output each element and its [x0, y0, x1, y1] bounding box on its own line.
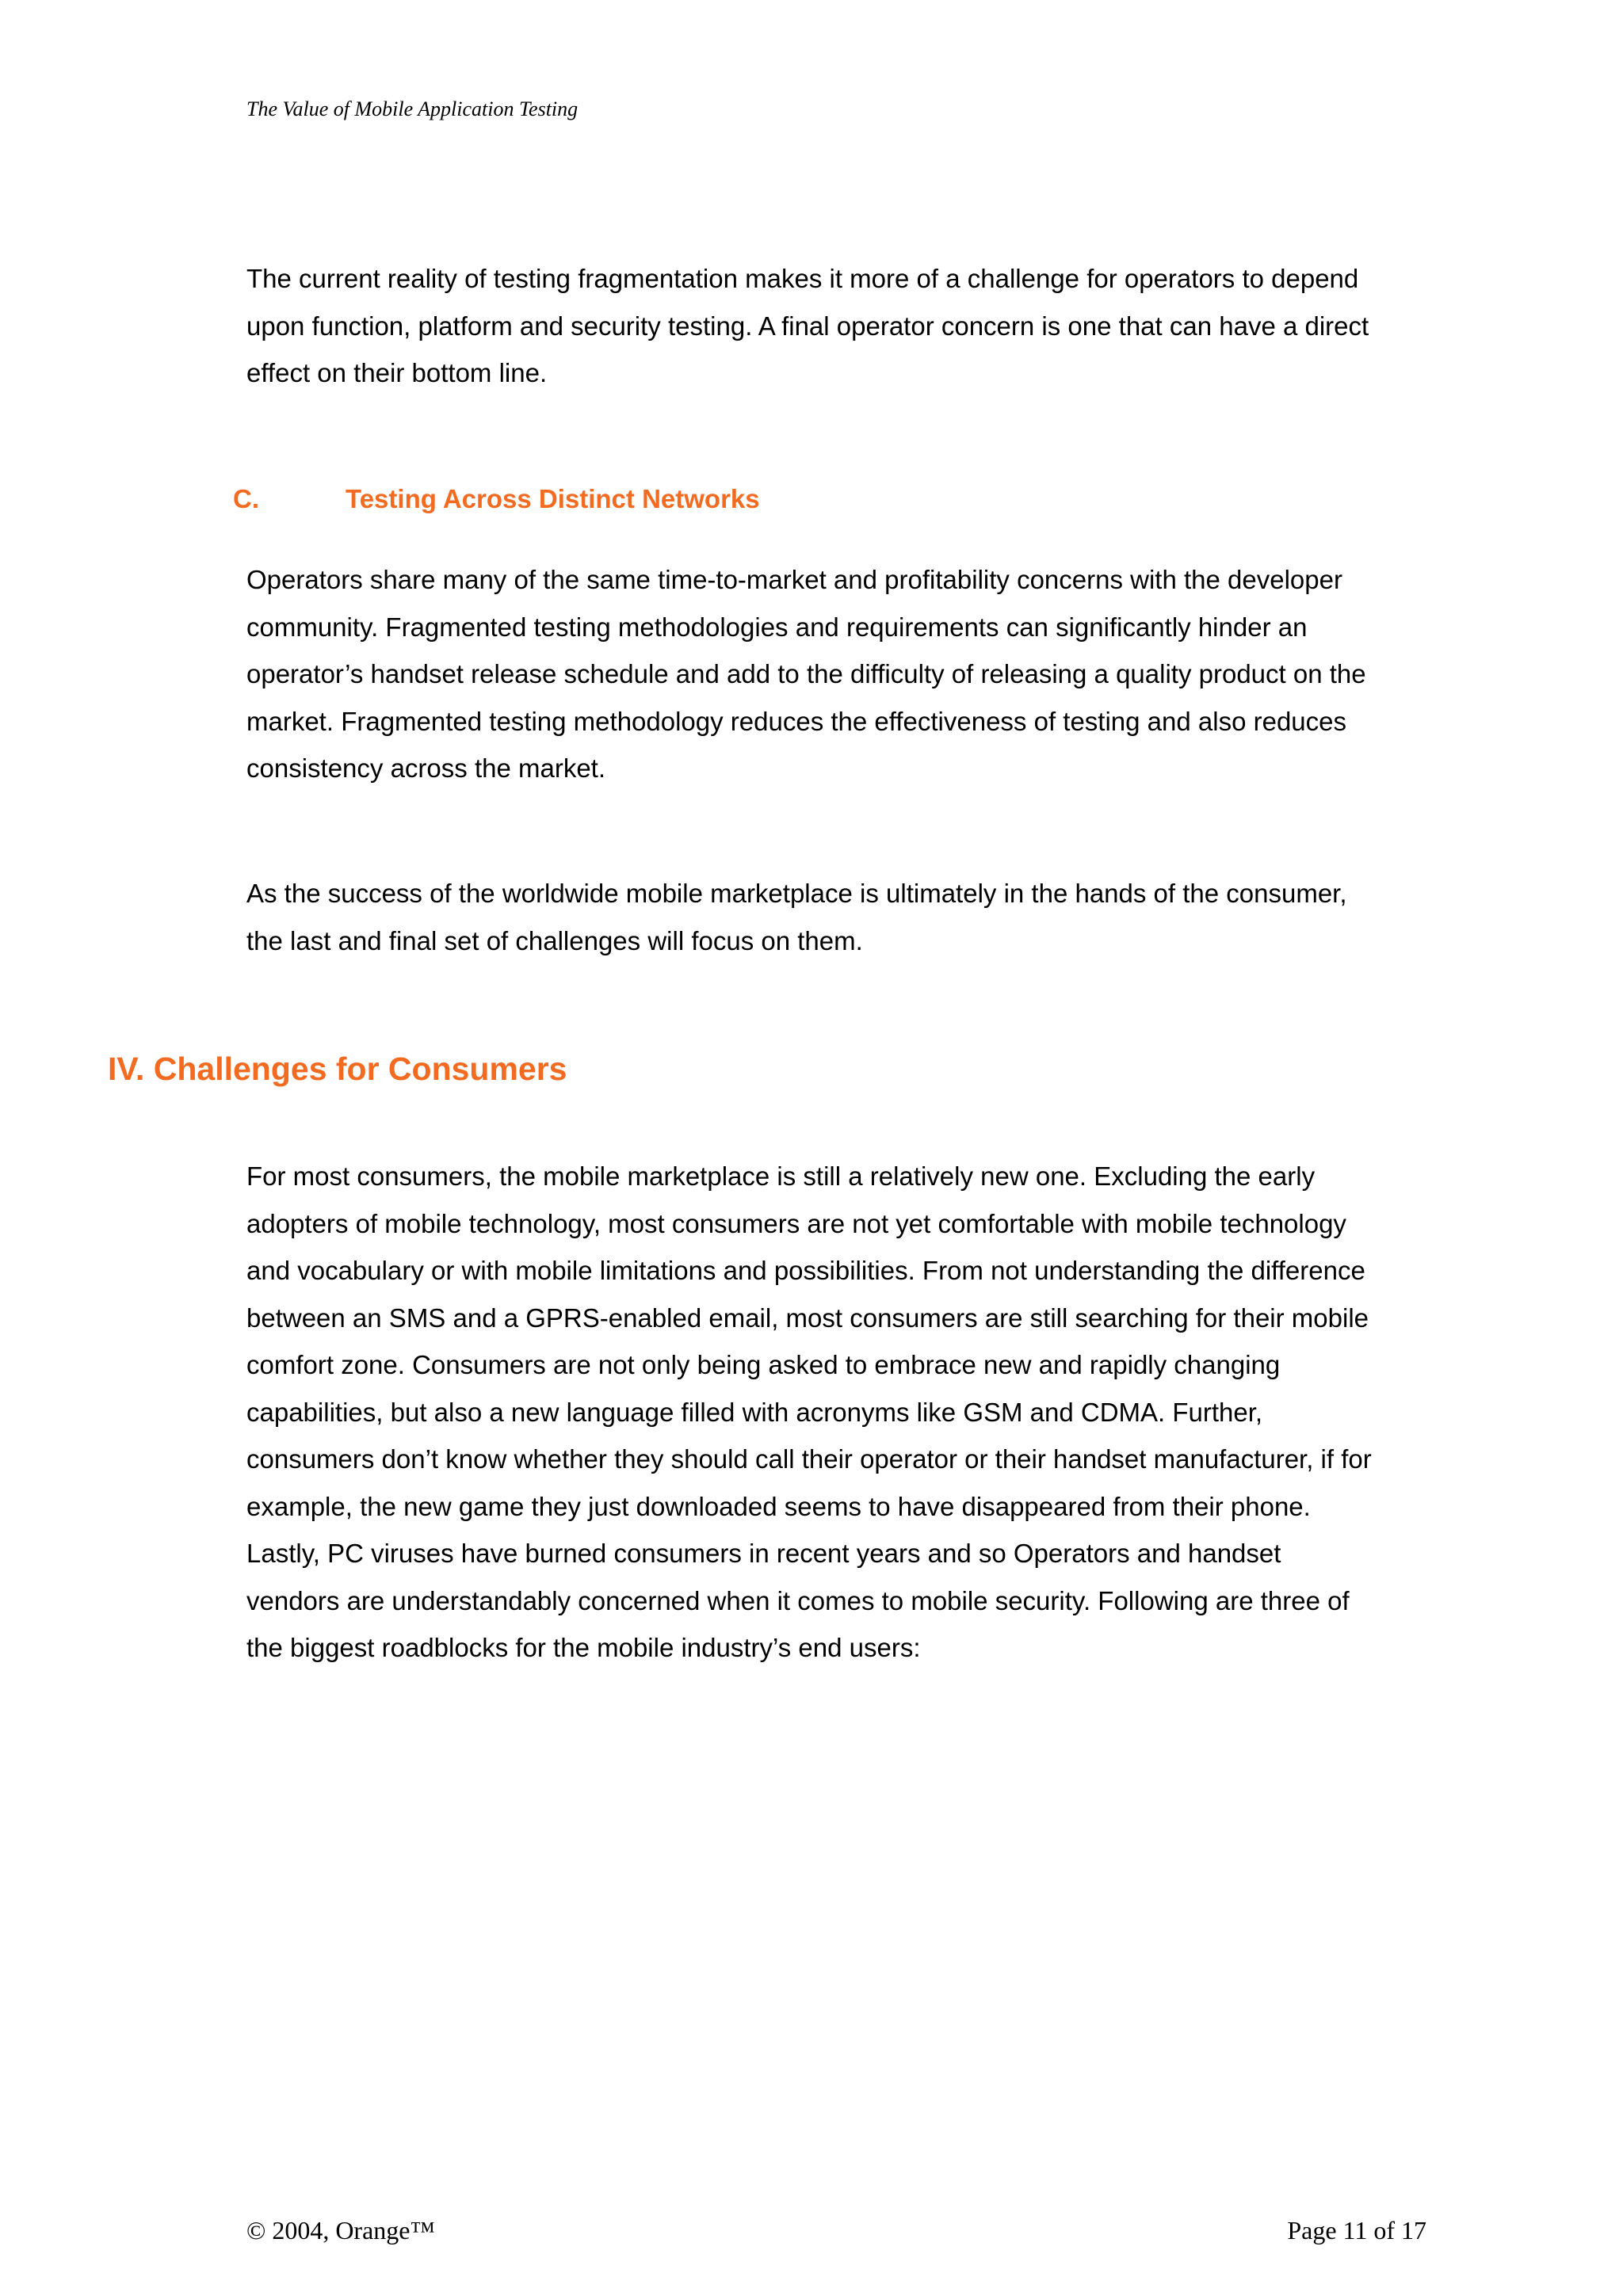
subsection-heading [233, 483, 760, 515]
subsection-title: Testing Across Distinct Networks [346, 484, 760, 513]
body-paragraph: The current reality of testing fragmentation makes it more of a challenge for operators to depend upon function, platform and security testing. A final operator concern is one that can have a direct effect on their bottom line. [246, 264, 1369, 387]
body-paragraph: Operators share many of the same time-to-market and profitability concerns with the developer community. Fragmented testing methodologies and requirements can significantly hinder an operator’s handset release schedule and add to the difficulty of releasing a quality product on the market. Fragmented testing methodology reduces the effectiveness of testing and also reduces consistency across the market. [246, 565, 1366, 783]
body-paragraph: For most consumers, the mobile marketplace is still a relatively new one. Excluding the early adopters of mobile technology, most consumers are not yet comfortable with mobile technology and vocabulary or with mobile limitations and possibilities. From not understanding the difference between an SMS and a GPRS-enabled email, most consumers are still searching for their mobile comfort zone. Consumers are not only being asked to embrace new and rapidly changing capabilities, but also a new language filled with acronyms like GSM and CDMA. Further, consumers don’t know whether they should call their operator or their handset manufacturer, if for example, the new game they just downloaded seems to have disappeared from their phone. Lastly, PC viruses have burned consumers in recent years and so Operators and handset vendors are understandably concerned when it comes to mobile security. Following are three of the biggest roadblocks for the mobile industry’s end users: [246, 1161, 1372, 1662]
running-header: The Value of Mobile Application Testing [246, 97, 579, 120]
section-heading: IV. Challenges for Consumers [108, 1051, 567, 1087]
footer-copyright: © 2004, Orange™ [246, 2216, 435, 2245]
subsection-label: C. [233, 484, 259, 513]
body-paragraph: As the success of the worldwide mobile marketplace is ultimately in the hands of the consumer, the last and final set of challenges will focus on them. [246, 879, 1347, 955]
footer-page-number: Page 11 of 17 [1287, 2216, 1426, 2245]
